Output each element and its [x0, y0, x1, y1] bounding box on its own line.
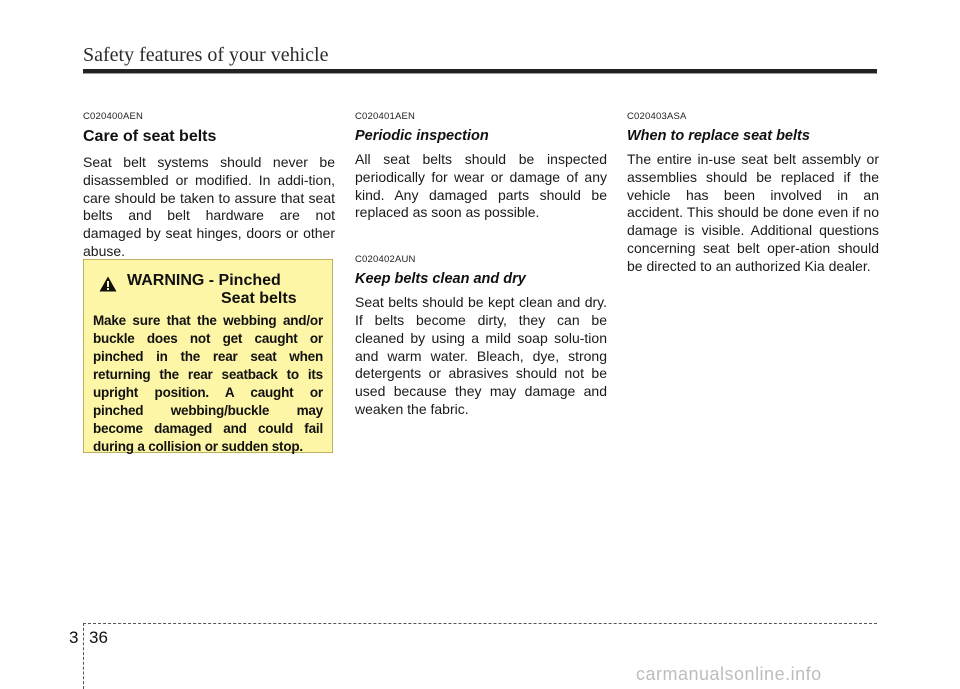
- column-when-to-replace: [627, 111, 879, 276]
- section-heading: Keep belts clean and dry: [355, 271, 526, 288]
- section-code: C020400AEN: [83, 111, 144, 122]
- section-number: 3: [69, 628, 79, 647]
- section-paragraph: The entire in-use seat belt assembly or assemblies should be replaced if the vehicle has been involved in an accident. This should be done even if no damage is visible. Additional questions concerning seat belt oper-ation should be directed to an authorized Kia dealer.: [627, 151, 879, 274]
- header-rule-thin: [83, 73, 877, 74]
- warning-header: [93, 272, 323, 308]
- watermark: carmanualsonline.info: [636, 664, 822, 684]
- section-heading: When to replace seat belts: [627, 128, 810, 144]
- page-header-title: Safety features of your vehicle: [83, 44, 329, 66]
- warning-body: Make sure that the webbing and/or buckle does not get caught or pinched in the rear seat when returning the rear seatback to its upright position. A caught or pinched webbing/buckle may become damaged and could fail during a collision or sudden stop.: [93, 313, 323, 454]
- footer-rule: [83, 623, 877, 624]
- section-code: C020401AEN: [355, 111, 416, 122]
- section-heading: Periodic inspection: [355, 128, 489, 144]
- section-paragraph: Seat belts should be kept clean and dry. If belts become dirty, they can be cleaned by using a mild soap solu-tion and warm water. Bleach, dye, strong detergents or abrasives should not be used because they may damage and weaken the fabric.: [355, 294, 607, 417]
- section-code: C020402AUN: [355, 254, 416, 266]
- column-inspection-and-cleaning: [355, 111, 607, 419]
- warning-title-line2: Seat belts: [221, 290, 297, 307]
- warning-title: WARNING - Pinched: [127, 272, 281, 289]
- section-paragraph: Seat belt systems should never be disassembled or modified. In addi-tion, care should be taken to assure that seat belts and belt hardware are not damaged by seat hinges, doors or other abuse.: [83, 154, 335, 259]
- footer-vertical-rule: [83, 623, 84, 689]
- warning-triangle-icon: [99, 276, 117, 292]
- section-paragraph: All seat belts should be inspected periodically for wear or damage of any kind. Any damaged parts should be replaced as soon as possible.: [355, 151, 607, 221]
- section-code: C020403ASA: [627, 111, 687, 122]
- warning-box: [83, 259, 333, 453]
- section-heading: Care of seat belts: [83, 128, 217, 145]
- page-number: 36: [89, 628, 108, 647]
- column-care-of-seat-belts: [83, 111, 335, 261]
